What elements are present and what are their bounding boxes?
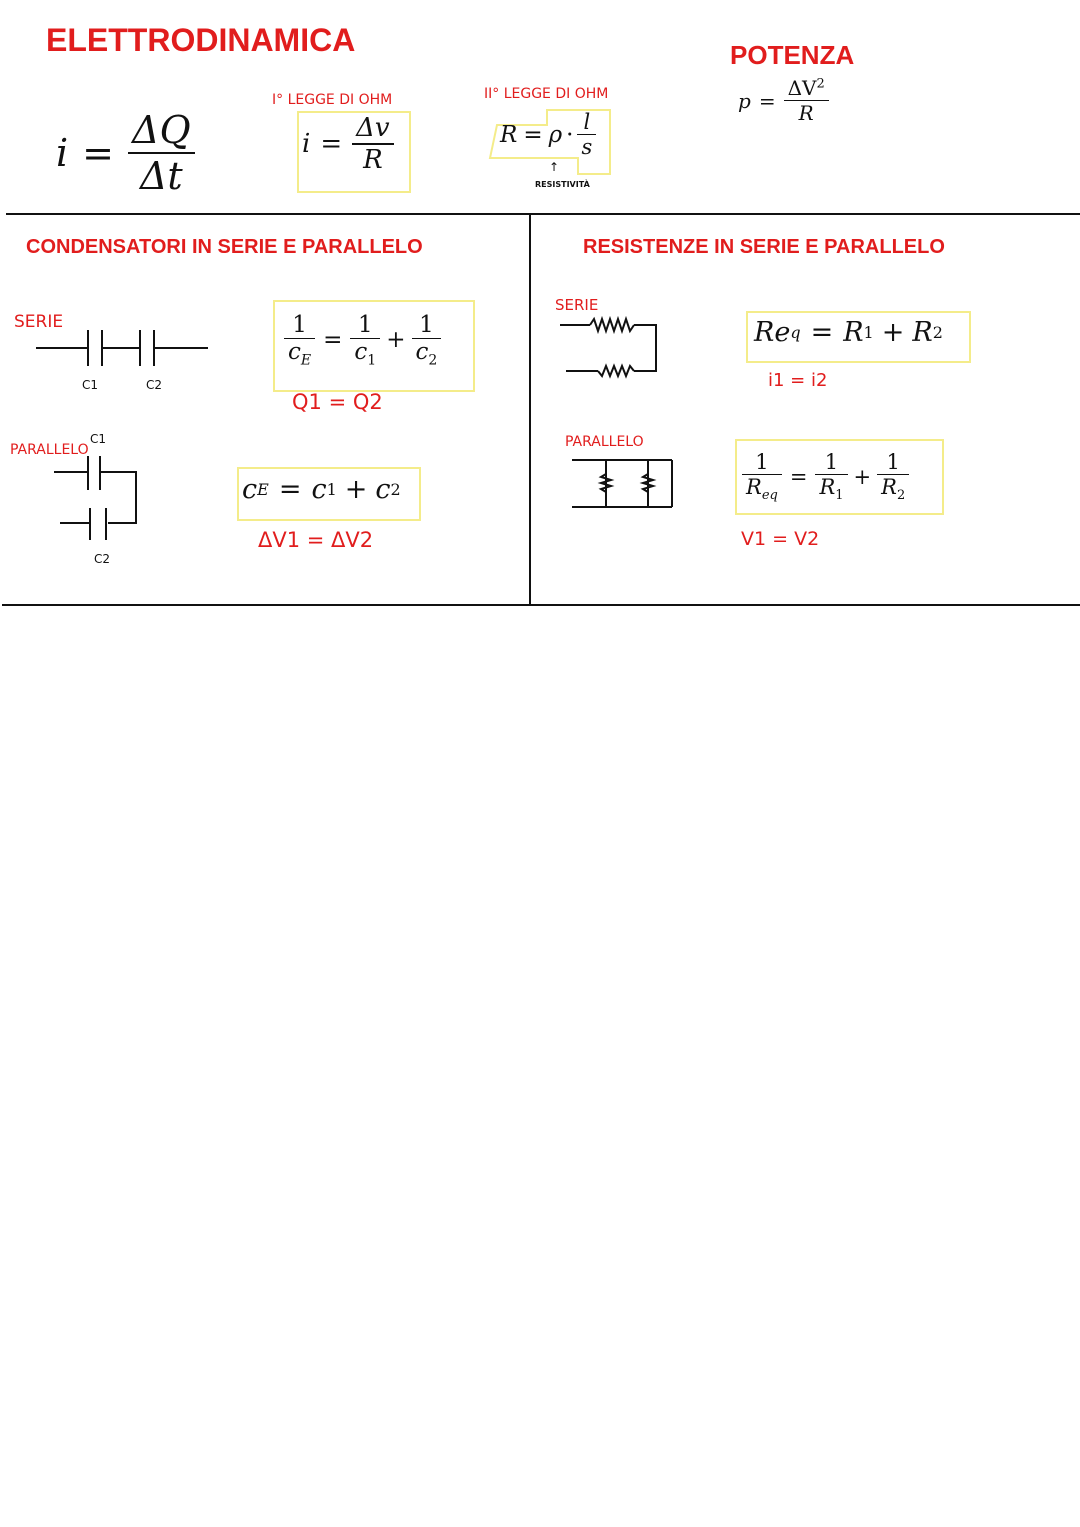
resistivity-note: RESISTIVITÀ xyxy=(535,180,590,189)
res-series-formula: Re q = R 1 + R 2 xyxy=(754,317,943,348)
cap-frac-e: $\frac{1}{c_E}$ xyxy=(284,312,315,369)
power-lhs: p xyxy=(738,88,751,113)
cap-series-note: Q1 = Q2 xyxy=(292,390,383,414)
res-parallel-label: PARALLELO xyxy=(565,434,644,450)
cap-parallel-c1: C1 xyxy=(90,432,107,446)
cap-series-formula: $\frac{1}{c_E}$ = $\frac{1}{c_1}$ + $\frac{1}{c_2}$ xyxy=(284,312,441,369)
ohm2-rho: ρ xyxy=(548,121,563,148)
potenza-title: POTENZA xyxy=(730,40,855,70)
res-series-label: SERIE xyxy=(555,296,599,314)
capacitors-title: CONDENSATORI IN SERIE E PARALLELO xyxy=(26,236,423,258)
current-num: ΔQ xyxy=(132,108,191,152)
current-eq: = xyxy=(82,131,114,175)
cap-frac-2: $\frac{1}{c_2}$ xyxy=(412,312,442,369)
ohm1-label: I° LEGGE DI OHM xyxy=(272,92,393,108)
res-parallel-formula: $\frac{1}{R_{eq}}$ = $\frac{1}{R_1}$ + $\frac{1}{R_2}$ xyxy=(742,450,909,503)
cap-parallel-c2: C2 xyxy=(94,552,111,566)
current-lhs: i xyxy=(56,131,69,175)
ohm2-dot: · xyxy=(566,121,574,148)
ohm1-lhs: i xyxy=(302,129,311,159)
ohm1-eq: = xyxy=(320,129,343,159)
cap-series-c1: C1 xyxy=(82,378,99,392)
power-exp: 2 xyxy=(816,76,825,92)
res-frac-1: $\frac{1}{R_1}$ xyxy=(815,450,847,503)
power-num: ΔV xyxy=(787,76,817,100)
ohm2-eq: = xyxy=(523,121,543,148)
cap-series-label: SERIE xyxy=(14,312,64,332)
res-series-note: i1 = i2 xyxy=(768,370,828,391)
page-title: ELETTRODINAMICA xyxy=(46,22,356,58)
res-frac-2: $\frac{1}{R_2}$ xyxy=(877,450,909,503)
ohm2-label: II° LEGGE DI OHM xyxy=(484,86,609,102)
resistivity-arrow: ↑ xyxy=(549,160,560,174)
current-den: Δt xyxy=(139,154,183,198)
ohm1-num: Δv xyxy=(356,113,390,143)
cap-series-c2: C2 xyxy=(146,378,163,392)
ohm1-den: R xyxy=(363,145,383,175)
ohm2-lhs: R xyxy=(500,121,518,148)
cap-parallel-note: ΔV1 = ΔV2 xyxy=(258,528,374,552)
ohm2-num: l xyxy=(583,110,591,134)
power-den: R xyxy=(798,101,814,125)
cap-parallel-formula: c E = c 1 + c 2 xyxy=(242,474,401,505)
res-frac-eq: $\frac{1}{R_{eq}}$ xyxy=(742,450,782,503)
res-parallel-note: V1 = V2 xyxy=(741,528,820,550)
cap-parallel-label: PARALLELO xyxy=(10,442,89,458)
cap-frac-1: $\frac{1}{c_1}$ xyxy=(350,312,380,369)
power-eq: = xyxy=(758,88,776,113)
ohm2-den: s xyxy=(581,135,593,159)
resistors-title: RESISTENZE IN SERIE E PARALLELO xyxy=(583,236,945,258)
